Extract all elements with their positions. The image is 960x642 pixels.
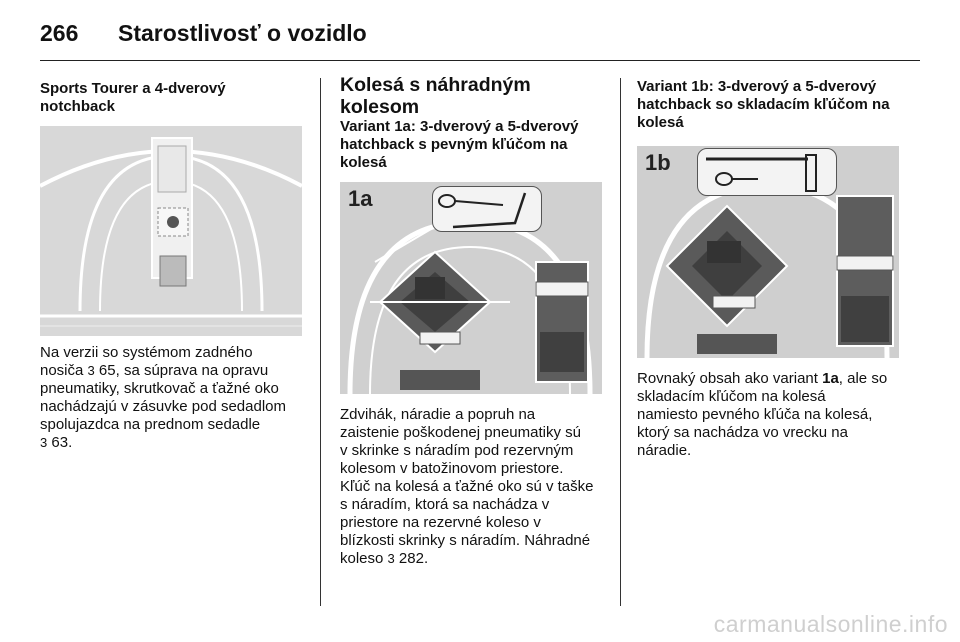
figure-spare-wheel-well — [40, 126, 302, 336]
subheading-variant-1a: Variant 1a: 3-dverový a 5-dverový hatchback s pevným kľúčom na kolesá — [340, 118, 579, 171]
wheel-wrench-inset — [432, 186, 542, 232]
text-line: skladacím kľúčom na kolesá — [637, 388, 826, 405]
text-line: náradie. — [637, 442, 692, 459]
paragraph-variant-1b — [637, 370, 907, 460]
page-reference-arrow-icon: 3 — [40, 435, 48, 450]
trunk-floor-illustration — [40, 126, 302, 336]
text-line: Kľúč na kolesá a ťažné oko sú v taške — [340, 478, 594, 495]
text-line: kolesom v batožinovom priestore. — [340, 460, 564, 477]
watermark: carmanualsonline.info — [713, 611, 948, 637]
text-line: spolujazdca na prednom sedadle — [40, 416, 261, 433]
paragraph-sports-tourer — [40, 344, 302, 452]
column-divider — [320, 78, 321, 606]
figure-label: 1b — [645, 150, 671, 175]
column-spare-wheel — [340, 70, 606, 568]
subheading-sports-tourer: Sports Tourer a 4-dverový notchback — [40, 80, 226, 115]
text-line: Na verzii so systémom zadného — [40, 344, 253, 361]
text-line: Rovnaký obsah ako variant 1a, ale so — [637, 370, 888, 387]
column-variant-1b — [637, 70, 907, 460]
text-line: ktorý sa nachádza vo vrecku na — [637, 424, 848, 441]
text-line: nosiča 3 65, sa súprava na opravu — [40, 362, 269, 379]
page-reference-arrow-icon: 3 — [87, 363, 95, 378]
page-title: Starostlivosť o vozidlo — [118, 20, 367, 46]
column-divider — [620, 78, 621, 606]
page-number: 266 — [40, 20, 79, 46]
folding-wrench-inset — [697, 148, 837, 196]
text-line: nachádzajú v zásuvke pod sedadlom — [40, 398, 286, 415]
text-line: namiesto pevného kľúča na kolesá, — [637, 406, 873, 423]
text-line: pneumatiky, skrutkovač a ťažné oko — [40, 380, 279, 397]
page-reference-arrow-icon: 3 — [387, 551, 395, 566]
figure-variant-1a — [340, 182, 602, 394]
section-title: Kolesá s náhradným kolesom — [340, 74, 531, 118]
text-line: blízkosti skrinky s náradím. Náhradné — [340, 532, 591, 549]
text-line: priestore na rezervné koleso v — [340, 514, 541, 531]
text-line: zaistenie poškodenej pneumatiky sú — [340, 424, 581, 441]
text-line: koleso 3 282. — [340, 550, 429, 567]
text-line: v skrinke s náradím pod rezervným — [340, 442, 574, 459]
text-line: 3 63. — [40, 434, 73, 451]
figure-label: 1a — [348, 186, 373, 211]
subheading-variant-1b: Variant 1b: 3-dverový a 5-dverový hatchback so skladacím kľúčom na kolesá — [637, 78, 890, 131]
column-sports-tourer — [40, 70, 302, 452]
paragraph-variant-1a — [340, 406, 606, 568]
variant-ref-1a: 1a — [822, 370, 839, 387]
page-header — [40, 14, 920, 61]
text-line: s náradím, ktorá sa nachádza v — [340, 496, 550, 513]
text-line: Zdvihák, náradie a popruh na — [340, 406, 536, 423]
figure-variant-1b — [637, 146, 899, 358]
